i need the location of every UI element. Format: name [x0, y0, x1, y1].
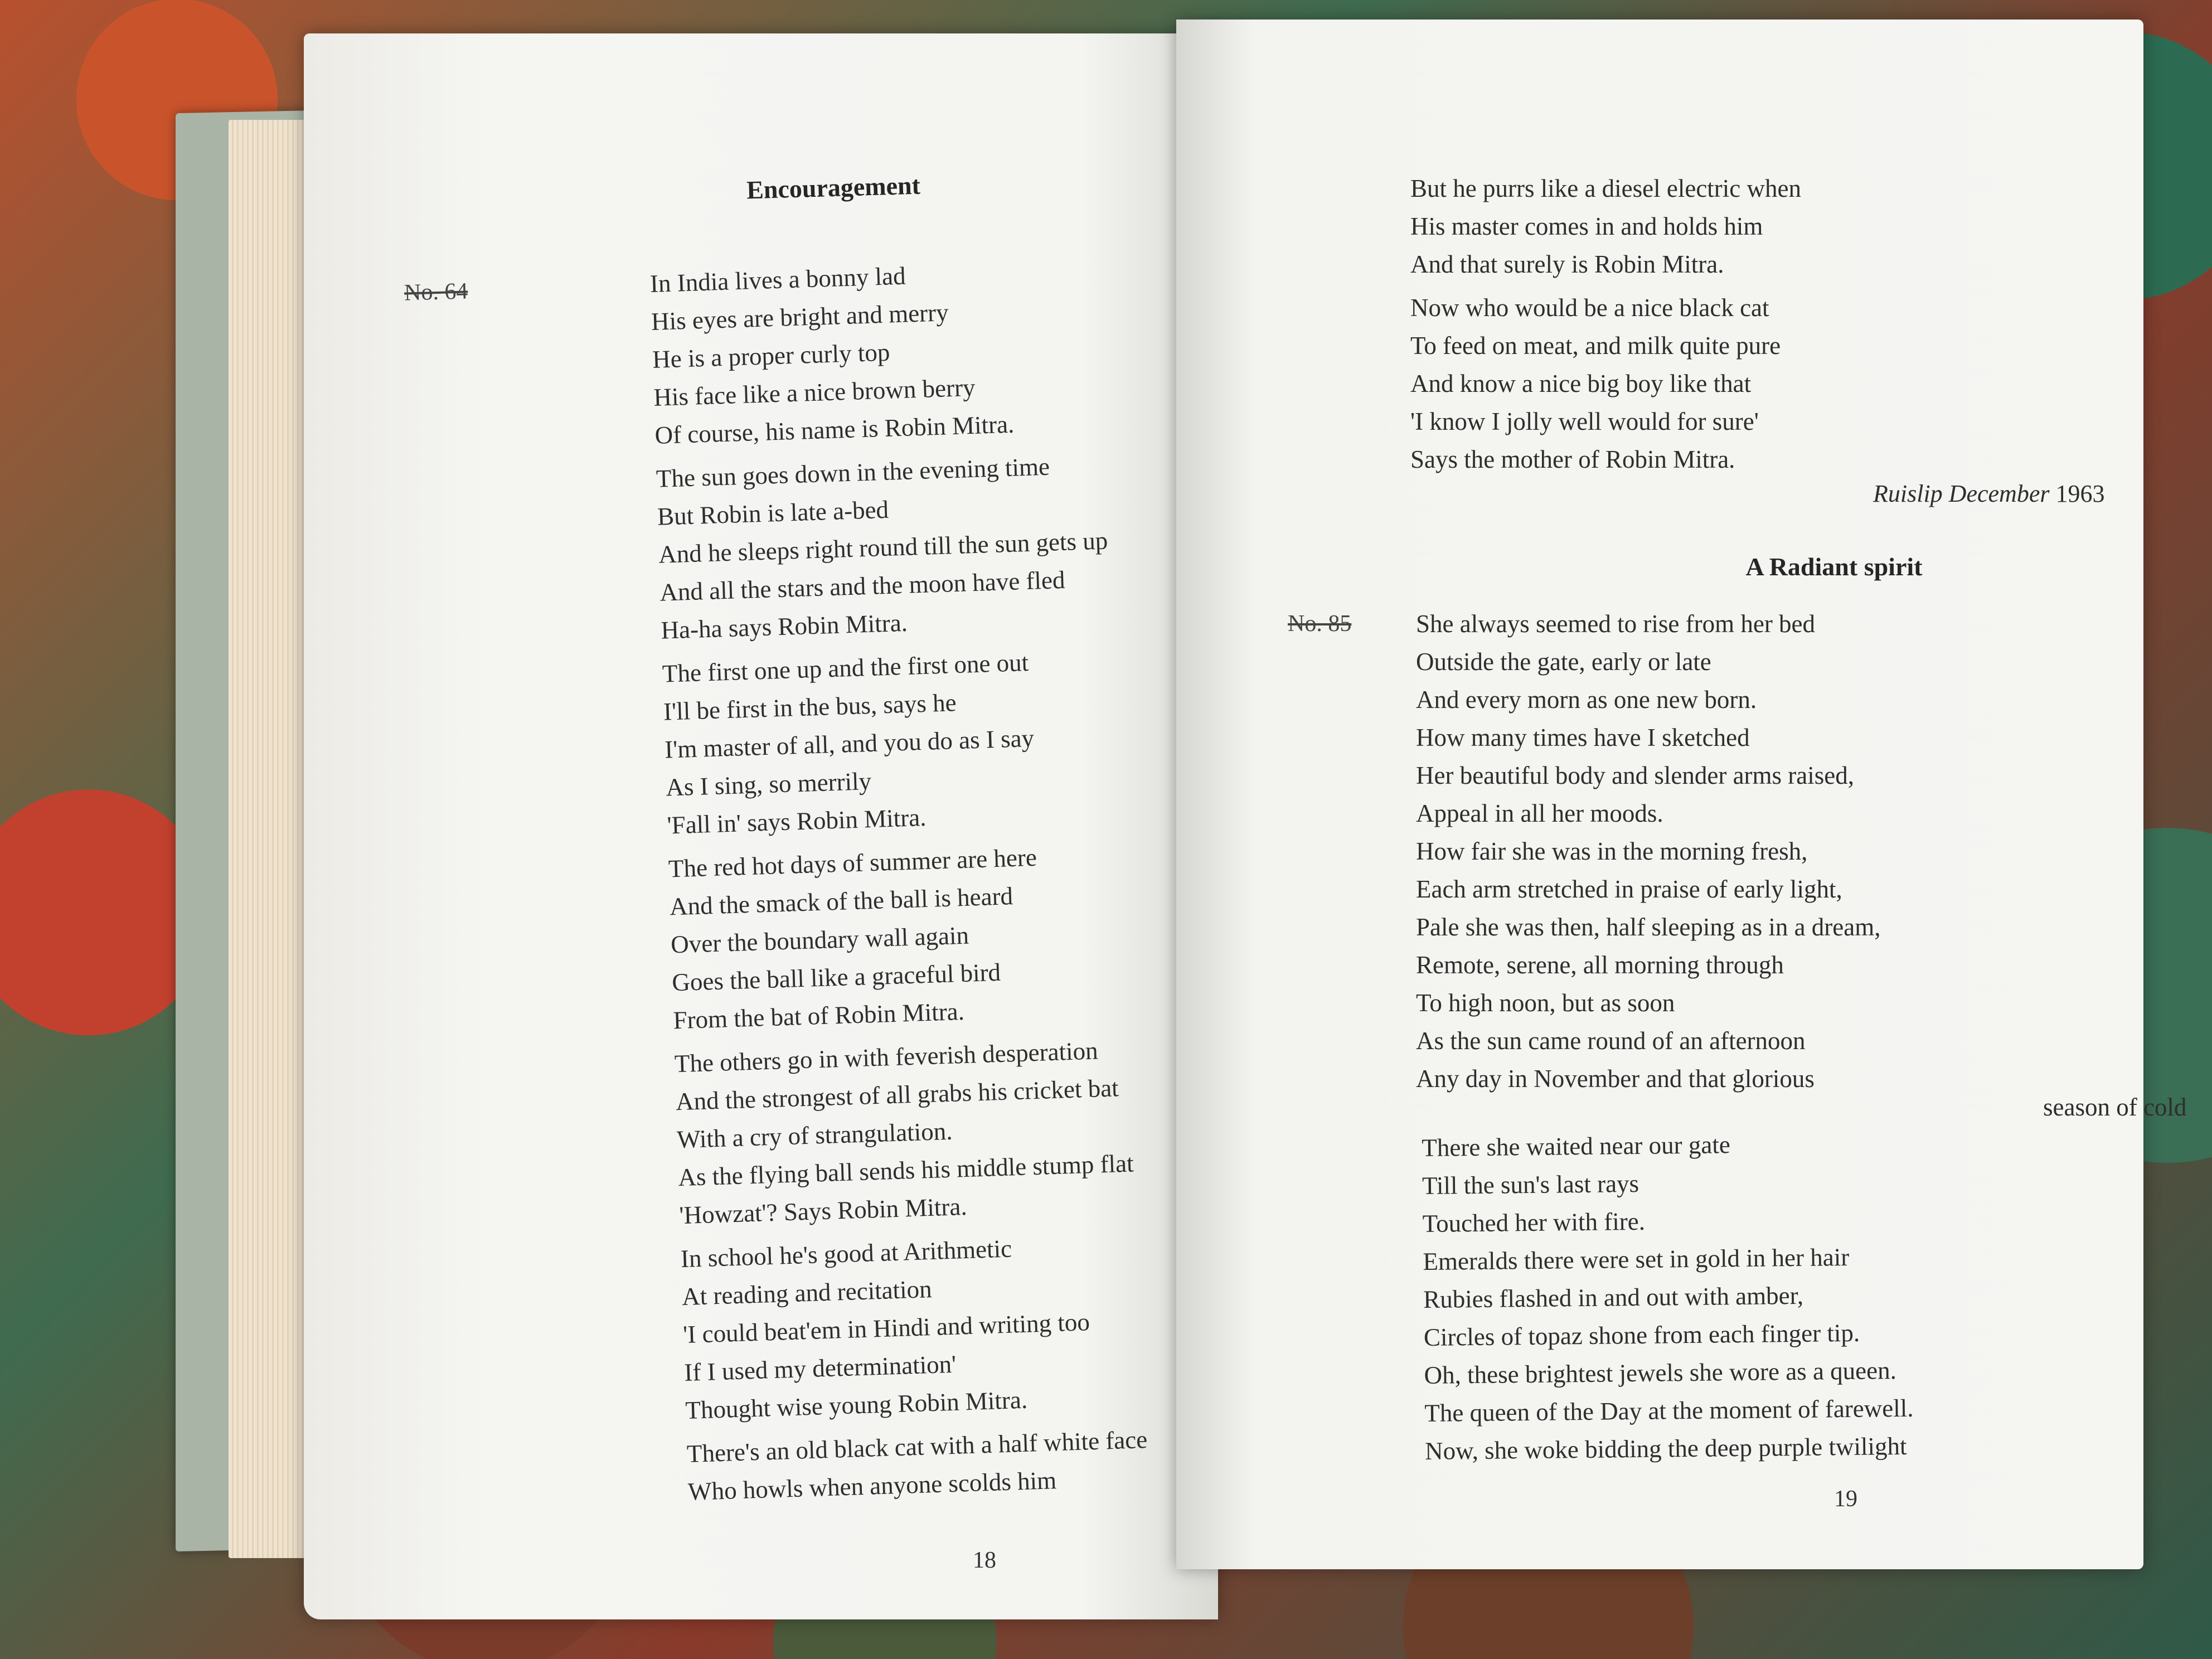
poem-line: Says the mother of Robin Mitra.	[1410, 445, 1735, 473]
poem-line: 'Fall in' says Robin Mitra.	[666, 803, 927, 840]
stanza	[1410, 289, 1801, 479]
poem-line: From the bat of Robin Mitra.	[672, 997, 965, 1035]
poem-line: I'll be first in the bus, says he	[663, 688, 957, 726]
poem-number-left: No. 64	[404, 278, 468, 306]
poem-line: Touched her with fire.	[1422, 1207, 1646, 1238]
right-poem-stanza-1	[1416, 605, 1881, 1098]
poem-line: Her beautiful body and slender arms raised,	[1416, 761, 1854, 789]
right-poem-stanza-2	[1422, 1124, 1914, 1470]
poem-line: To high noon, but as soon	[1416, 989, 1675, 1017]
stanza	[680, 1225, 1147, 1429]
poem-number-right: No. 85	[1288, 611, 1352, 637]
poem-line: As the sun came round of an afternoon	[1416, 1027, 1806, 1055]
poem-line: And the smack of the ball is heard	[669, 882, 1013, 921]
poem-line: How fair she was in the morning fresh,	[1416, 837, 1808, 865]
poem-line: There's an old black cat with a half white face	[686, 1425, 1148, 1468]
poem-line: He is a proper curly top	[652, 338, 891, 373]
poem-line: The first one up and the first one out	[662, 648, 1029, 688]
poem-line: Oh, these brightest jewels she wore as a queen.	[1424, 1356, 1897, 1389]
poem-line: The others go in with feverish desperation	[674, 1036, 1099, 1078]
poem-line: She always seemed to rise from her bed	[1416, 610, 1816, 638]
poem-line: Of course, his name is Robin Mitra.	[654, 410, 1015, 449]
poem-line: Ha-ha says Robin Mitra.	[660, 608, 908, 644]
left-poem-body	[649, 250, 1149, 1516]
poem-line: His master comes in and holds him	[1410, 212, 1763, 240]
poem-line: His eyes are bright and merry	[651, 298, 949, 336]
poem-line: There she waited near our gate	[1422, 1131, 1731, 1162]
poem-line: And know a nice big boy like that	[1410, 370, 1752, 397]
poem-line: Outside the gate, early or late	[1416, 648, 1711, 676]
poem-line: But Robin is late a-bed	[657, 495, 889, 531]
poem-line: And every morn as one new born.	[1416, 686, 1757, 714]
poem-line: The queen of the Day at the moment of farewell.	[1424, 1394, 1914, 1427]
poem-line: Pale she was then, half sleeping as in a dream,	[1416, 913, 1881, 941]
poem-line: 'Howzat'? Says Robin Mitra.	[678, 1192, 968, 1230]
poem-line: At reading and recitation	[681, 1275, 933, 1311]
poem-line: 'I know I jolly well would for sure'	[1410, 408, 1759, 435]
poem-line: In school he's good at Arithmetic	[680, 1234, 1012, 1273]
poem-line: Appeal in all her moods.	[1416, 799, 1663, 827]
stanza	[649, 250, 1116, 454]
signature-year: 1963	[2055, 480, 2105, 507]
signature-place: Ruislip December	[1873, 480, 2050, 507]
poem-line: Each arm stretched in praise of early light,	[1416, 875, 1842, 903]
poem-line: How many times have I sketched	[1416, 724, 1750, 751]
poem-line: Rubies flashed in and out with amber,	[1423, 1281, 1804, 1313]
stanza	[668, 836, 1134, 1040]
poem-title-right: A Radiant spirit	[1745, 552, 1923, 581]
open-book	[176, 11, 2187, 1625]
poem-line: 'I could beat'em in Hindi and writing too	[682, 1308, 1090, 1349]
poem-line: And all the stars and the moon have fled	[659, 565, 1066, 607]
poem-line: Now, she woke bidding the deep purple twilight	[1424, 1432, 1907, 1465]
poem-line: Over the boundary wall again	[670, 921, 969, 959]
poem-line: Who howls when anyone scolds him	[687, 1466, 1057, 1506]
poem-line: As the flying ball sends his middle stump flat	[677, 1149, 1134, 1192]
poem-line: Goes the ball like a graceful bird	[671, 958, 1001, 997]
left-page	[304, 33, 1218, 1619]
poem-line: In India lives a bonny lad	[649, 261, 906, 298]
poem-line: The sun goes down in the evening time	[656, 452, 1050, 493]
poem-line: Till the sun's last rays	[1422, 1169, 1639, 1200]
poem-line: Circles of topaz shone from each finger tip.	[1423, 1318, 1860, 1351]
poem-line: Now who would be a nice black cat	[1410, 294, 1769, 322]
right-poem-continuation	[1410, 170, 1801, 484]
poem-line: As I sing, so merrily	[665, 767, 872, 802]
page-number-left: 18	[973, 1548, 996, 1573]
stanza	[674, 1030, 1141, 1234]
poem-line: With a cry of strangulation.	[676, 1117, 953, 1154]
poem-line: And he sleeps right round till the sun gets up	[658, 526, 1108, 569]
stanza	[1410, 170, 1801, 284]
poem-line: And the strongest of all grabs his cricket bat	[675, 1074, 1119, 1116]
poem-title-left: Encouragement	[746, 171, 921, 205]
poem-line: Remote, serene, all morning through	[1416, 951, 1784, 979]
poem-line: Any day in November and that glorious	[1416, 1065, 1815, 1093]
poem-signature	[1873, 479, 2104, 508]
poem-line: If I used my determination'	[683, 1350, 957, 1387]
page-number-right: 19	[1834, 1486, 1857, 1512]
poem-line: His face like a nice brown berry	[653, 373, 976, 411]
stanza	[686, 1420, 1149, 1511]
stanza	[656, 445, 1122, 649]
stanza	[662, 641, 1128, 845]
poem-line: The red hot days of summer are here	[668, 843, 1037, 883]
line-continuation: season of cold	[2043, 1093, 2187, 1121]
poem-line: But he purrs like a diesel electric when	[1410, 174, 1801, 202]
poem-line: Thought wise young Robin Mitra.	[685, 1385, 1028, 1424]
right-page	[1176, 20, 2187, 1569]
poem-line: I'm master of all, and you do as I say	[664, 724, 1035, 764]
poem-line: And that surely is Robin Mitra.	[1410, 250, 1724, 278]
poem-line: Emeralds there were set in gold in her hair	[1423, 1243, 1850, 1275]
poem-line: To feed on meat, and milk quite pure	[1410, 332, 1781, 360]
